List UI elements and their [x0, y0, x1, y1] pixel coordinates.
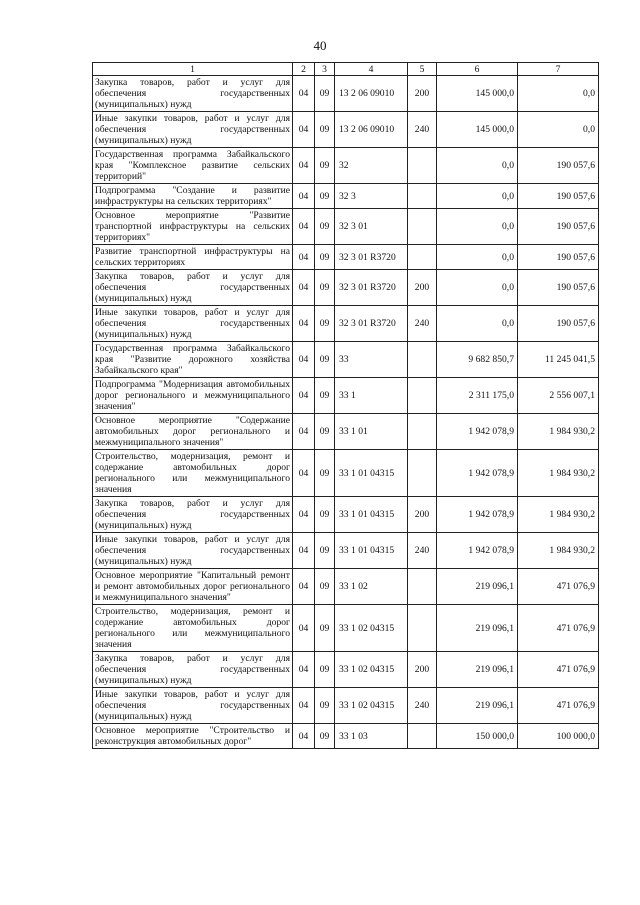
row-name-cell: Иные закупки товаров, работ и услуг для обеспечения государственных (муниципальных) нужд [93, 306, 293, 342]
table-row [93, 209, 599, 245]
section-code-cell: 04 [293, 497, 315, 533]
amount-year1-cell: 0,0 [437, 306, 518, 342]
section-code-cell: 04 [293, 245, 315, 270]
table-body [93, 76, 599, 749]
section-code-cell: 04 [293, 148, 315, 184]
amount-year2-cell: 1 984 930,2 [518, 497, 599, 533]
row-name-cell: Закупка товаров, работ и услуг для обеспечения государственных (муниципальных) нужд [93, 652, 293, 688]
subsection-code-cell: 09 [315, 450, 335, 497]
row-name-cell: Подпрограмма "Модернизация автомобильных дорог регионального и межмуниципального значения" [93, 378, 293, 414]
subsection-code-cell: 09 [315, 342, 335, 378]
expense-type-cell: 200 [408, 270, 437, 306]
table-row [93, 184, 599, 209]
expense-type-cell: 200 [408, 497, 437, 533]
amount-year2-cell: 190 057,6 [518, 209, 599, 245]
header-cell: 7 [518, 63, 599, 76]
row-name-cell: Основное мероприятие "Строительство и реконструкция автомобильных дорог" [93, 724, 293, 749]
expense-type-cell [408, 414, 437, 450]
amount-year1-cell: 0,0 [437, 184, 518, 209]
header-cell: 2 [293, 63, 315, 76]
row-name-cell: Государственная программа Забайкальского края "Комплексное развитие сельских территорий" [93, 148, 293, 184]
amount-year2-cell: 0,0 [518, 112, 599, 148]
target-article-cell: 33 1 01 04315 [335, 497, 408, 533]
section-code-cell: 04 [293, 652, 315, 688]
subsection-code-cell: 09 [315, 270, 335, 306]
header-row [93, 63, 599, 76]
amount-year2-cell: 471 076,9 [518, 569, 599, 605]
subsection-code-cell: 09 [315, 148, 335, 184]
header-cell: 1 [93, 63, 293, 76]
subsection-code-cell: 09 [315, 209, 335, 245]
amount-year1-cell: 219 096,1 [437, 569, 518, 605]
subsection-code-cell: 09 [315, 652, 335, 688]
target-article-cell: 33 1 02 [335, 569, 408, 605]
row-name-cell: Иные закупки товаров, работ и услуг для обеспечения государственных (муниципальных) нужд [93, 533, 293, 569]
amount-year2-cell: 1 984 930,2 [518, 414, 599, 450]
amount-year1-cell: 145 000,0 [437, 76, 518, 112]
amount-year1-cell: 1 942 078,9 [437, 533, 518, 569]
amount-year2-cell: 100 000,0 [518, 724, 599, 749]
expense-type-cell [408, 342, 437, 378]
row-name-cell: Основное мероприятие "Капитальный ремонт и ремонт автомобильных дорог регионального и межмуниципального значения" [93, 569, 293, 605]
table-row [93, 112, 599, 148]
target-article-cell: 32 3 01 R3720 [335, 245, 408, 270]
expense-type-cell: 240 [408, 112, 437, 148]
row-name-cell: Строительство, модернизация, ремонт и содержание автомобильных дорог регионального или межмуниципального значения [93, 450, 293, 497]
amount-year2-cell: 1 984 930,2 [518, 533, 599, 569]
expense-type-cell [408, 724, 437, 749]
amount-year1-cell: 150 000,0 [437, 724, 518, 749]
amount-year2-cell: 471 076,9 [518, 652, 599, 688]
table-row [93, 414, 599, 450]
section-code-cell: 04 [293, 112, 315, 148]
expense-type-cell: 240 [408, 306, 437, 342]
target-article-cell: 33 1 01 04315 [335, 450, 408, 497]
table-row [93, 569, 599, 605]
amount-year2-cell: 190 057,6 [518, 148, 599, 184]
amount-year2-cell: 471 076,9 [518, 688, 599, 724]
target-article-cell: 32 3 01 R3720 [335, 306, 408, 342]
amount-year2-cell: 190 057,6 [518, 306, 599, 342]
expense-type-cell [408, 148, 437, 184]
section-code-cell: 04 [293, 209, 315, 245]
target-article-cell: 13 2 06 09010 [335, 112, 408, 148]
section-code-cell: 04 [293, 306, 315, 342]
expense-type-cell [408, 605, 437, 652]
row-name-cell: Закупка товаров, работ и услуг для обеспечения государственных (муниципальных) нужд [93, 497, 293, 533]
subsection-code-cell: 09 [315, 724, 335, 749]
subsection-code-cell: 09 [315, 605, 335, 652]
amount-year1-cell: 0,0 [437, 245, 518, 270]
target-article-cell: 13 2 06 09010 [335, 76, 408, 112]
amount-year1-cell: 219 096,1 [437, 688, 518, 724]
amount-year1-cell: 1 942 078,9 [437, 450, 518, 497]
subsection-code-cell: 09 [315, 76, 335, 112]
table-row [93, 652, 599, 688]
section-code-cell: 04 [293, 76, 315, 112]
table-row [93, 342, 599, 378]
row-name-cell: Развитие транспортной инфраструктуры на сельских территориях [93, 245, 293, 270]
subsection-code-cell: 09 [315, 533, 335, 569]
table-row [93, 724, 599, 749]
section-code-cell: 04 [293, 569, 315, 605]
subsection-code-cell: 09 [315, 245, 335, 270]
target-article-cell: 33 1 01 04315 [335, 533, 408, 569]
row-name-cell: Основное мероприятие "Содержание автомобильных дорог регионального и межмуниципального значения" [93, 414, 293, 450]
header-cell: 3 [315, 63, 335, 76]
subsection-code-cell: 09 [315, 497, 335, 533]
amount-year1-cell: 1 942 078,9 [437, 497, 518, 533]
table-row [93, 688, 599, 724]
row-name-cell: Иные закупки товаров, работ и услуг для обеспечения государственных (муниципальных) нужд [93, 688, 293, 724]
amount-year1-cell: 2 311 175,0 [437, 378, 518, 414]
row-name-cell: Государственная программа Забайкальского края "Развитие дорожного хозяйства Забайкальского края" [93, 342, 293, 378]
section-code-cell: 04 [293, 378, 315, 414]
subsection-code-cell: 09 [315, 414, 335, 450]
target-article-cell: 33 1 02 04315 [335, 688, 408, 724]
target-article-cell: 32 3 01 [335, 209, 408, 245]
expense-type-cell [408, 184, 437, 209]
expense-type-cell [408, 378, 437, 414]
target-article-cell: 33 1 02 04315 [335, 652, 408, 688]
table-row [93, 76, 599, 112]
section-code-cell: 04 [293, 450, 315, 497]
amount-year1-cell: 1 942 078,9 [437, 414, 518, 450]
expense-type-cell: 200 [408, 76, 437, 112]
budget-table [92, 62, 599, 749]
target-article-cell: 32 [335, 148, 408, 184]
section-code-cell: 04 [293, 414, 315, 450]
subsection-code-cell: 09 [315, 306, 335, 342]
amount-year1-cell: 219 096,1 [437, 605, 518, 652]
row-name-cell: Закупка товаров, работ и услуг для обеспечения государственных (муниципальных) нужд [93, 76, 293, 112]
subsection-code-cell: 09 [315, 112, 335, 148]
target-article-cell: 33 1 01 [335, 414, 408, 450]
expense-type-cell: 240 [408, 688, 437, 724]
table-row [93, 270, 599, 306]
section-code-cell: 04 [293, 270, 315, 306]
amount-year2-cell: 11 245 041,5 [518, 342, 599, 378]
page-number: 40 [313, 38, 327, 53]
amount-year2-cell: 1 984 930,2 [518, 450, 599, 497]
section-code-cell: 04 [293, 724, 315, 749]
section-code-cell: 04 [293, 342, 315, 378]
subsection-code-cell: 09 [315, 688, 335, 724]
section-code-cell: 04 [293, 533, 315, 569]
table-row [93, 497, 599, 533]
target-article-cell: 32 3 01 R3720 [335, 270, 408, 306]
table-row [93, 148, 599, 184]
target-article-cell: 33 1 02 04315 [335, 605, 408, 652]
target-article-cell: 33 [335, 342, 408, 378]
header-cell: 4 [335, 63, 408, 76]
amount-year2-cell: 190 057,6 [518, 245, 599, 270]
target-article-cell: 33 1 [335, 378, 408, 414]
target-article-cell: 32 3 [335, 184, 408, 209]
target-article-cell: 33 1 03 [335, 724, 408, 749]
row-name-cell: Подпрограмма "Создание и развитие инфраструктуры на сельских территориях" [93, 184, 293, 209]
subsection-code-cell: 09 [315, 569, 335, 605]
expense-type-cell [408, 569, 437, 605]
table-row [93, 450, 599, 497]
amount-year1-cell: 9 682 850,7 [437, 342, 518, 378]
section-code-cell: 04 [293, 688, 315, 724]
amount-year2-cell: 2 556 007,1 [518, 378, 599, 414]
amount-year1-cell: 219 096,1 [437, 652, 518, 688]
subsection-code-cell: 09 [315, 378, 335, 414]
amount-year1-cell: 0,0 [437, 209, 518, 245]
table-row [93, 378, 599, 414]
row-name-cell: Иные закупки товаров, работ и услуг для обеспечения государственных (муниципальных) нужд [93, 112, 293, 148]
expense-type-cell: 200 [408, 652, 437, 688]
header-cell: 5 [408, 63, 437, 76]
row-name-cell: Закупка товаров, работ и услуг для обеспечения государственных (муниципальных) нужд [93, 270, 293, 306]
row-name-cell: Строительство, модернизация, ремонт и содержание автомобильных дорог регионального или межмуниципального значения [93, 605, 293, 652]
section-code-cell: 04 [293, 184, 315, 209]
amount-year1-cell: 145 000,0 [437, 112, 518, 148]
table-row [93, 533, 599, 569]
table-row [93, 306, 599, 342]
amount-year2-cell: 190 057,6 [518, 270, 599, 306]
amount-year2-cell: 190 057,6 [518, 184, 599, 209]
expense-type-cell: 240 [408, 533, 437, 569]
amount-year2-cell: 0,0 [518, 76, 599, 112]
amount-year1-cell: 0,0 [437, 148, 518, 184]
expense-type-cell [408, 450, 437, 497]
amount-year2-cell: 471 076,9 [518, 605, 599, 652]
table-row [93, 245, 599, 270]
header-cell: 6 [437, 63, 518, 76]
table-row [93, 605, 599, 652]
expense-type-cell [408, 245, 437, 270]
row-name-cell: Основное мероприятие "Развитие транспортной инфраструктуры на сельских территориях" [93, 209, 293, 245]
expense-type-cell [408, 209, 437, 245]
amount-year1-cell: 0,0 [437, 270, 518, 306]
subsection-code-cell: 09 [315, 184, 335, 209]
section-code-cell: 04 [293, 605, 315, 652]
